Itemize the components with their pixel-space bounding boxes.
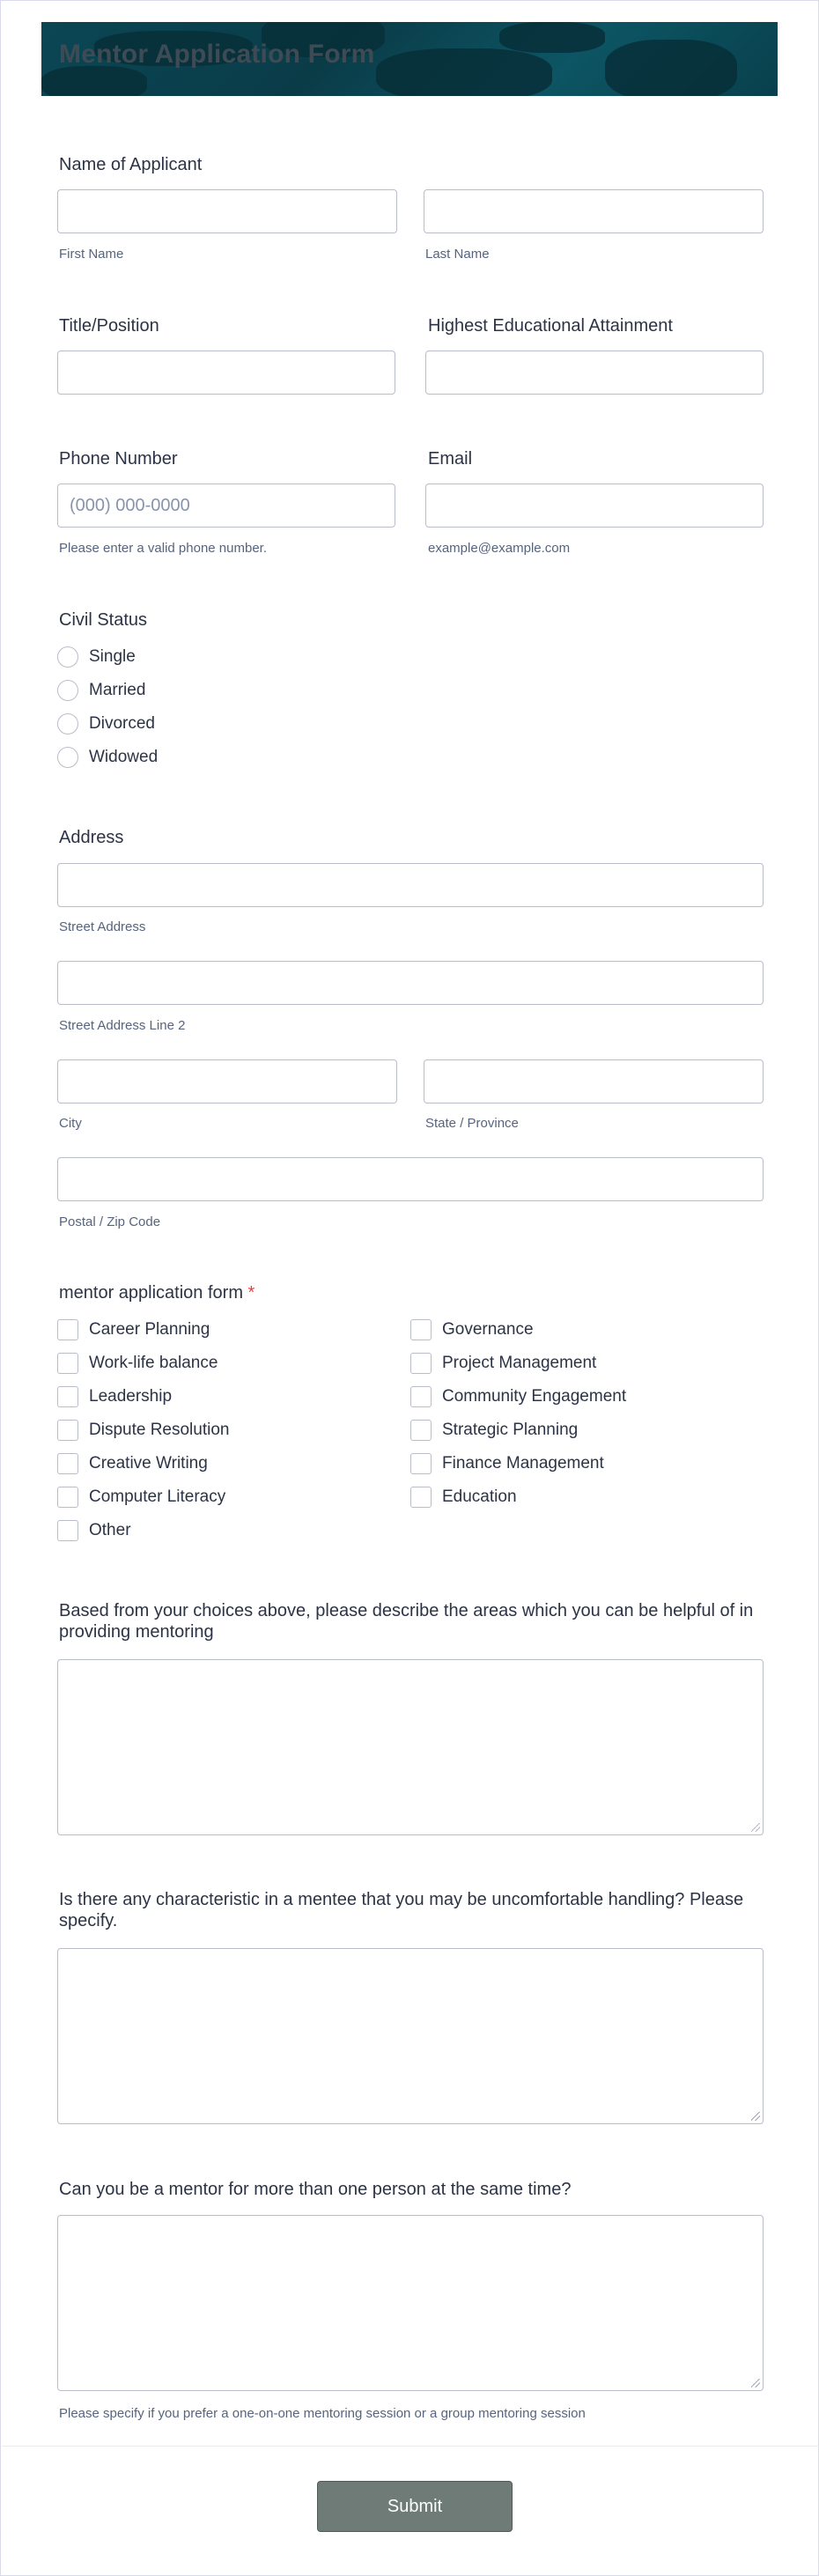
radio-label: Single xyxy=(89,647,136,666)
checkbox-strategic-planning[interactable] xyxy=(410,1418,578,1443)
checkbox-box[interactable] xyxy=(57,1353,78,1374)
street-address-sublabel: Street Address xyxy=(59,919,146,934)
city-input[interactable] xyxy=(57,1059,397,1103)
last-name-input[interactable] xyxy=(424,189,764,233)
first-name-input[interactable] xyxy=(57,189,397,233)
title-position-input[interactable] xyxy=(57,351,395,395)
radio-single[interactable] xyxy=(57,645,136,669)
checkbox-label: Computer Literacy xyxy=(89,1487,226,1506)
email-input[interactable] xyxy=(425,483,764,528)
checkbox-other[interactable] xyxy=(57,1518,131,1543)
street-address-2-sublabel: Street Address Line 2 xyxy=(59,1018,186,1033)
checkbox-governance[interactable] xyxy=(410,1318,534,1342)
checkbox-box[interactable] xyxy=(57,1319,78,1340)
first-name-sublabel: First Name xyxy=(59,247,124,262)
checkbox-label: Leadership xyxy=(89,1387,173,1406)
form-title: Mentor Application Form xyxy=(59,40,375,69)
checkbox-finance-management[interactable] xyxy=(410,1451,604,1476)
checkbox-box[interactable] xyxy=(57,1487,78,1508)
submit-button[interactable]: Submit xyxy=(317,2481,513,2532)
checkbox-career-planning[interactable] xyxy=(57,1318,210,1342)
email-sublabel: example@example.com xyxy=(428,541,571,556)
checkbox-box[interactable] xyxy=(410,1386,432,1407)
describe-textarea[interactable] xyxy=(57,1659,764,1835)
checkbox-computer-literacy[interactable] xyxy=(57,1485,225,1509)
checkbox-box[interactable] xyxy=(57,1386,78,1407)
checkbox-work-life-balance[interactable] xyxy=(57,1351,218,1376)
state-input[interactable] xyxy=(424,1059,764,1103)
radio-label: Divorced xyxy=(89,714,155,733)
last-name-sublabel: Last Name xyxy=(425,247,490,262)
checkbox-label: Other xyxy=(89,1521,131,1539)
checkbox-label: Community Engagement xyxy=(442,1387,627,1406)
education-label: Highest Educational Attainment xyxy=(428,316,673,336)
checkbox-label: Dispute Resolution xyxy=(89,1421,230,1439)
city-sublabel: City xyxy=(59,1116,82,1131)
civil-status-label: Civil Status xyxy=(59,610,148,630)
radio-label: Widowed xyxy=(89,748,159,766)
checkbox-label: Finance Management xyxy=(442,1454,604,1473)
checkbox-box[interactable] xyxy=(410,1353,432,1374)
radio-circle[interactable] xyxy=(57,646,78,668)
checkbox-box[interactable] xyxy=(410,1319,432,1340)
form-header xyxy=(41,22,778,96)
checkbox-box[interactable] xyxy=(410,1453,432,1474)
checkbox-box[interactable] xyxy=(57,1453,78,1474)
street-address-2-input[interactable] xyxy=(57,961,764,1005)
resize-grip-icon[interactable] xyxy=(751,2379,760,2388)
radio-divorced[interactable] xyxy=(57,712,155,736)
state-sublabel: State / Province xyxy=(425,1116,519,1131)
zip-input[interactable] xyxy=(57,1157,764,1201)
name-label: Name of Applicant xyxy=(59,155,203,174)
checkbox-creative-writing[interactable] xyxy=(57,1451,208,1476)
radio-circle[interactable] xyxy=(57,713,78,734)
checkbox-box[interactable] xyxy=(410,1420,432,1441)
multiple-textarea[interactable] xyxy=(57,2215,764,2391)
multiple-sublabel: Please specify if you prefer a one-on-one mentoring session or a group mentoring session xyxy=(59,2406,586,2421)
radio-label: Married xyxy=(89,681,146,699)
footer-divider xyxy=(2,2446,819,2447)
email-label: Email xyxy=(428,449,473,469)
checkbox-label: Work-life balance xyxy=(89,1354,218,1372)
radio-married[interactable] xyxy=(57,678,145,703)
resize-grip-icon[interactable] xyxy=(751,1823,760,1832)
areas-label xyxy=(59,1282,255,1303)
checkbox-project-management[interactable] xyxy=(410,1351,596,1376)
checkbox-education[interactable] xyxy=(410,1485,517,1509)
resize-grip-icon[interactable] xyxy=(751,2112,760,2121)
checkbox-box[interactable] xyxy=(57,1420,78,1441)
checkbox-label: Education xyxy=(442,1487,517,1506)
education-input[interactable] xyxy=(425,351,764,395)
checkbox-box[interactable] xyxy=(410,1487,432,1508)
phone-input[interactable]: (000) 000-0000 xyxy=(57,483,395,528)
uncomfortable-label: Is there any characteristic in a mentee that you may be uncomfortable handling? Please specify. xyxy=(59,1890,744,1930)
uncomfortable-textarea[interactable] xyxy=(57,1948,764,2124)
radio-circle[interactable] xyxy=(57,680,78,701)
describe-label: Based from your choices above, please describe the areas which you can be helpful of in providing mentoring xyxy=(59,1601,754,1642)
checkbox-label: Strategic Planning xyxy=(442,1421,579,1439)
radio-circle[interactable] xyxy=(57,747,78,768)
checkbox-label: Project Management xyxy=(442,1354,597,1372)
title-position-label: Title/Position xyxy=(59,316,159,336)
address-label: Address xyxy=(59,828,124,847)
checkbox-dispute-resolution[interactable] xyxy=(57,1418,229,1443)
phone-label: Phone Number xyxy=(59,449,178,469)
checkbox-label: Creative Writing xyxy=(89,1454,208,1473)
radio-widowed[interactable] xyxy=(57,745,158,770)
multiple-label: Can you be a mentor for more than one person at the same time? xyxy=(59,2180,572,2199)
required-mark: * xyxy=(247,1283,255,1303)
zip-sublabel: Postal / Zip Code xyxy=(59,1214,161,1229)
phone-sublabel: Please enter a valid phone number. xyxy=(59,541,267,556)
checkbox-label: Governance xyxy=(442,1320,534,1339)
checkbox-box[interactable] xyxy=(57,1520,78,1541)
street-address-input[interactable] xyxy=(57,863,764,907)
checkbox-community-engagement[interactable] xyxy=(410,1384,626,1409)
checkbox-label: Career Planning xyxy=(89,1320,210,1339)
checkbox-leadership[interactable] xyxy=(57,1384,172,1409)
areas-label-text: mentor application form xyxy=(59,1283,243,1303)
